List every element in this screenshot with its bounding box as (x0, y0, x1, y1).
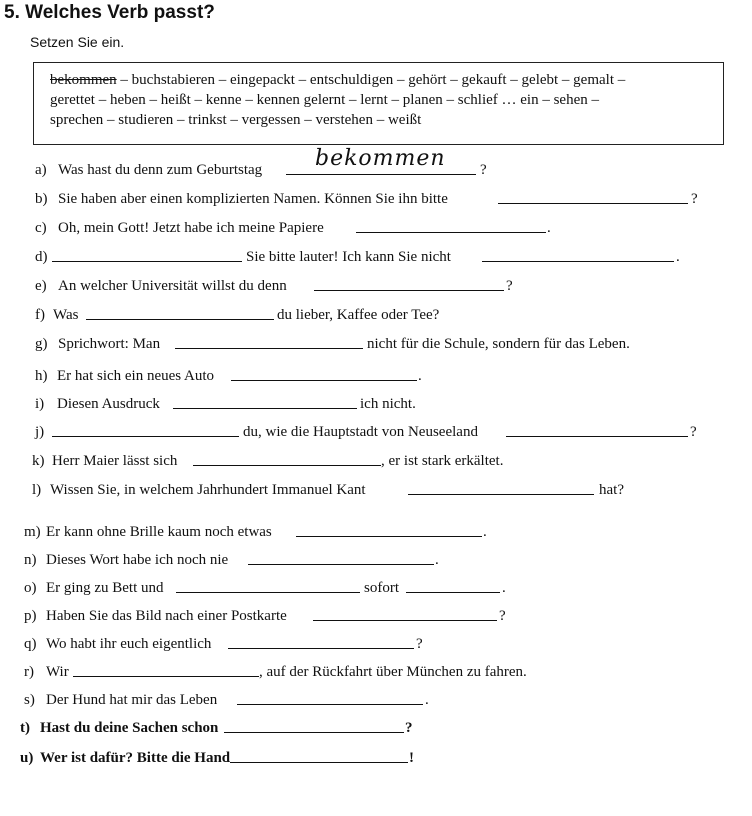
answer-blank[interactable] (176, 592, 360, 593)
exercise-punct: ? (416, 636, 423, 652)
answer-blank[interactable] (356, 232, 546, 233)
answer-blank[interactable] (506, 436, 688, 437)
exercise-punct: ? (690, 424, 697, 440)
exercise-label: s) (24, 692, 35, 708)
exercise-label: l) (32, 482, 42, 498)
exercise-text: Haben Sie das Bild nach einer Postkarte (46, 608, 287, 624)
exercise-h (0, 366, 752, 386)
exercise-text: , auf der Rückfahrt über München zu fahren. (259, 664, 527, 680)
exercise-f (0, 305, 752, 325)
exercise-text: Hast du deine Sachen schon (40, 720, 219, 736)
exercise-text: Oh, mein Gott! Jetzt habe ich meine Papiere (58, 220, 324, 236)
exercise-label: i) (35, 396, 45, 412)
answer-blank[interactable] (498, 203, 688, 204)
exercise-b (0, 189, 752, 209)
exercise-text: Diesen Ausdruck (57, 396, 160, 412)
exercise-text: ich nicht. (360, 396, 416, 412)
exercise-label: c) (35, 220, 47, 236)
exercise-label: t) (20, 720, 30, 736)
exercise-label: e) (35, 278, 47, 294)
exercise-label: m) (24, 524, 41, 540)
answer-blank[interactable] (193, 465, 381, 466)
answer-blank[interactable] (296, 536, 482, 537)
instruction: Setzen Sie ein. (30, 34, 125, 50)
exercise-q (0, 634, 752, 654)
exercise-g (0, 334, 752, 354)
exercise-c (0, 218, 752, 238)
exercise-text: Er ging zu Bett und (46, 580, 164, 596)
exercise-text: Wo habt ihr euch eigentlich (46, 636, 212, 652)
word-box-line-2: gerettet – heben – heißt – kenne – kennen gelernt – lernt – planen – schlief … ein – sehen – (50, 92, 599, 108)
exercise-text: Sie haben aber einen komplizierten Namen. Können Sie ihn bitte (58, 191, 448, 207)
exercise-label: r) (24, 664, 34, 680)
exercise-text: Dieses Wort habe ich noch nie (46, 552, 229, 568)
exercise-label: g) (35, 336, 48, 352)
exercise-text: An welcher Universität willst du denn (58, 278, 287, 294)
exercise-text: Herr Maier lässt sich (52, 453, 178, 469)
exercise-punct: . (435, 552, 439, 568)
exercise-k (0, 451, 752, 471)
answer-blank[interactable] (228, 648, 414, 649)
exercise-n (0, 550, 752, 570)
word-box-line-1 (50, 70, 709, 90)
exercise-text: Wissen Sie, in welchem Jahrhundert Immanuel Kant (50, 482, 366, 498)
exercise-text: Er kann ohne Brille kaum noch etwas (46, 524, 272, 540)
exercise-m (0, 522, 752, 542)
answer-blank[interactable] (482, 261, 674, 262)
exercise-label: b) (35, 191, 48, 207)
exercise-p (0, 606, 752, 626)
exercise-text: Wer ist dafür? Bitte die Hand (40, 750, 231, 766)
exercise-punct: ? (405, 720, 413, 736)
exercise-heading (4, 2, 215, 24)
exercise-text: du lieber, Kaffee oder Tee? (277, 307, 440, 323)
answer-blank[interactable] (52, 436, 239, 437)
answer-blank[interactable] (175, 348, 363, 349)
exercise-label: j) (35, 424, 45, 440)
exercise-punct: ? (480, 162, 487, 178)
exercise-punct: . (425, 692, 429, 708)
exercise-text: Wir (46, 664, 69, 680)
answer-blank[interactable] (73, 676, 259, 677)
word-list-1: – buchstabieren – eingepackt – entschuldigen – gehört – gekauft – gelebt – gemalt – (116, 72, 626, 88)
exercise-text: du, wie die Hauptstadt von Neuseeland (243, 424, 478, 440)
exercise-i (0, 394, 752, 414)
exercise-punct: . (418, 368, 422, 384)
answer-blank[interactable] (52, 261, 242, 262)
handwritten-answer: bekommen (315, 146, 446, 171)
exercise-s (0, 690, 752, 710)
exercise-text: nicht für die Schule, sondern für das Leben. (367, 336, 630, 352)
exercise-label: a) (35, 162, 47, 178)
exercise-label: h) (35, 368, 48, 384)
exercise-text: hat? (599, 482, 624, 498)
answer-blank[interactable] (237, 704, 423, 705)
exercise-o (0, 578, 752, 598)
exercise-label: n) (24, 552, 37, 568)
answer-blank[interactable] (173, 408, 357, 409)
exercise-text: Was hast du denn zum Geburtstag (58, 162, 263, 178)
word-box (33, 62, 724, 145)
exercise-label: d) (35, 249, 48, 265)
exercise-l (0, 480, 752, 500)
exercise-label: k) (32, 453, 45, 469)
exercise-r (0, 662, 752, 682)
answer-blank[interactable] (314, 290, 504, 291)
answer-blank[interactable] (286, 174, 476, 175)
exercise-d (0, 247, 752, 267)
exercise-punct: ? (691, 191, 698, 207)
exercise-punct: ? (506, 278, 513, 294)
exercise-punct: . (502, 580, 506, 596)
exercise-number: 5. (4, 2, 20, 23)
answer-blank[interactable] (230, 762, 408, 763)
exercise-title: Welches Verb passt? (25, 2, 215, 23)
exercise-label: p) (24, 608, 37, 624)
answer-blank[interactable] (86, 319, 274, 320)
exercise-punct: ! (409, 750, 414, 766)
exercise-label: f) (35, 307, 45, 323)
exercise-text: Er hat sich ein neues Auto (57, 368, 215, 384)
exercise-j (0, 422, 752, 442)
exercise-text: Der Hund hat mir das Leben (46, 692, 218, 708)
exercise-label: u) (20, 750, 34, 766)
answer-blank[interactable] (313, 620, 497, 621)
answer-blank[interactable] (406, 592, 500, 593)
struck-word: bekommen (50, 72, 117, 88)
exercise-punct: ? (499, 608, 506, 624)
exercise-t (0, 718, 752, 738)
exercise-punct: . (483, 524, 487, 540)
exercise-punct: . (547, 220, 551, 236)
exercise-text: Sprichwort: Man (58, 336, 161, 352)
answer-blank[interactable] (224, 732, 404, 733)
exercise-text: sofort (364, 580, 399, 596)
exercise-label: q) (24, 636, 37, 652)
exercise-label: o) (24, 580, 37, 596)
exercise-e (0, 276, 752, 296)
answer-blank[interactable] (231, 380, 417, 381)
exercise-text: Sie bitte lauter! Ich kann Sie nicht (246, 249, 451, 265)
answer-blank[interactable] (408, 494, 594, 495)
exercise-text: , er ist stark erkältet. (381, 453, 504, 469)
exercise-punct: . (676, 249, 680, 265)
exercise-text: Was (53, 307, 79, 323)
exercise-u (0, 748, 752, 768)
answer-blank[interactable] (248, 564, 434, 565)
word-box-line-3: sprechen – studieren – trinkst – vergessen – verstehen – weißt (50, 112, 422, 128)
